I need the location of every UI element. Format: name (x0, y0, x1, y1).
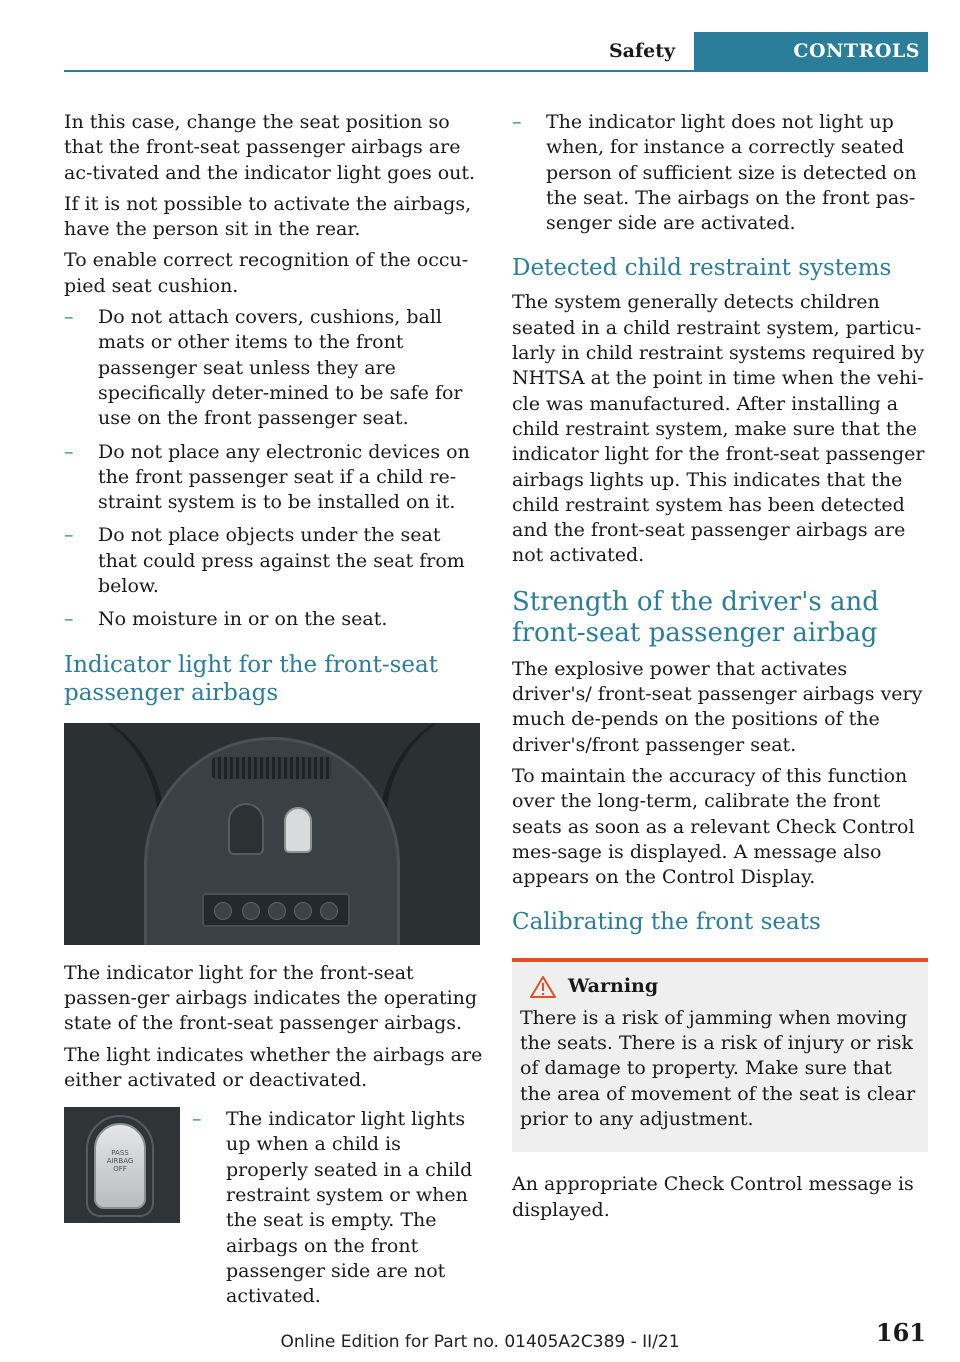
console-switch-panel (202, 893, 350, 927)
paragraph: To maintain the accuracy of this function over the long-term, calibrate the front seats as soon as a relevant Check Control mes-sage is displayed. A message also appears on the Control Display. (512, 764, 915, 889)
bullet-list (192, 1107, 484, 1317)
left-column (64, 110, 484, 1308)
header-chapter: CONTROLS (694, 32, 928, 70)
pill-text: PASS (111, 1149, 129, 1158)
page-header (64, 32, 928, 72)
paragraph: The indicator light for the front-seat passen-ger airbags indicates the operating state of the front-seat passenger airbags. (64, 961, 478, 1035)
page-number: 161 (875, 1318, 926, 1347)
pill-text: AIRBAG (106, 1157, 134, 1166)
dash-icon: – (64, 608, 74, 631)
paragraph: The light indicates whether the airbags are either activated or deactivated. (64, 1043, 483, 1091)
list-item-text: The indicator light lights up when a child is properly seated in a child restraint system or when the seat is empty. The airbags on the front passenger side are not activated. (226, 1108, 473, 1308)
paragraph: The explosive power that activates driver's/ front-seat passenger airbags very much de-pends on the positions of the driver's/front passenger seat. (512, 657, 923, 756)
list-item (64, 523, 484, 599)
list-item-text: Do not place objects under the seat that could press against the seat from below. (98, 524, 465, 598)
list-item-text: The indicator light does not light up when, for instance a correctly seated person of sufficient size is detected on the seat. The airbags on the front pas-senger side are activated. (546, 111, 917, 235)
warning-title: Warning (568, 975, 659, 998)
section-heading: Detected child restraint systems (512, 255, 892, 282)
paragraph: The system generally detects children seated in a child restraint system, particu-larly in child restraint systems required by NHTSA at the point in time when the vehi-cle was manufactured. After installing a child restraint system, make sure that the indicator light for the front-seat passenger airbags lights up. This indicates that the child restraint system has been detected and the front-seat passenger airbags are not activated. (512, 291, 925, 567)
overhead-console-photo (64, 723, 480, 945)
header-rule (64, 70, 928, 72)
switch (294, 902, 312, 920)
switch (242, 902, 260, 920)
console-light-left (228, 803, 264, 855)
pill-text: OFF (113, 1165, 127, 1174)
list-item (64, 440, 484, 516)
warning-box (512, 958, 928, 1152)
paragraph: To enable correct recognition of the occu-pied seat cushion. (64, 249, 469, 297)
dash-icon: – (64, 524, 74, 547)
paragraph: An appropriate Check Control message is displayed. (512, 1173, 914, 1221)
paragraph: In this case, change the seat position so that the front-seat passenger airbags are ac-tivated and the indicator light goes out. (64, 111, 476, 184)
list-item-text: Do not attach covers, cushions, ball mats or other items to the front passenger seat unless they are specifically deter-mined to be safe for use on the front passenger seat. (98, 306, 463, 430)
section-heading: Calibrating the front seats (512, 909, 821, 936)
bullet-list (512, 110, 928, 236)
list-item (64, 607, 484, 632)
list-item (192, 1107, 484, 1309)
paragraph: If it is not possible to activate the airbags, have the person sit in the rear. (64, 192, 472, 241)
dash-icon: – (64, 306, 74, 329)
pass-airbag-off-photo (64, 1107, 180, 1223)
section-heading: Indicator light for the front-seat passenger airbags (64, 651, 438, 706)
switch (268, 902, 286, 920)
edition-note: Online Edition for Part no. 01405A2C389 - II/21 (280, 1332, 680, 1352)
bullet-list (64, 305, 484, 633)
list-item (64, 305, 484, 431)
warning-text: There is a risk of jamming when moving the seats. There is a risk of injury or risk of damage to property. Make sure that the area of movement of the seat is clear prior to any adjustment. (520, 1006, 916, 1130)
warning-header (520, 974, 920, 999)
switch (214, 902, 232, 920)
dash-icon: – (512, 111, 522, 133)
dash-icon: – (192, 1108, 202, 1131)
list-item-text: Do not place any electronic devices on the front passenger seat if a child re-straint system is to be installed on it. (98, 440, 470, 514)
switch (320, 902, 338, 920)
dash-icon: – (64, 440, 74, 463)
section-heading: Strength of the driver's and front-seat passenger airbag (512, 586, 879, 648)
right-column (512, 110, 928, 1229)
indicator-image-row (64, 1107, 484, 1308)
list-item (512, 110, 928, 236)
console-vent (212, 757, 332, 779)
list-item-text: No moisture in or on the seat. (98, 608, 388, 631)
warning-triangle-icon (530, 976, 556, 998)
airbag-indicator-light (284, 807, 312, 853)
indicator-lamp (94, 1123, 146, 1209)
header-section: Safety (608, 40, 676, 62)
